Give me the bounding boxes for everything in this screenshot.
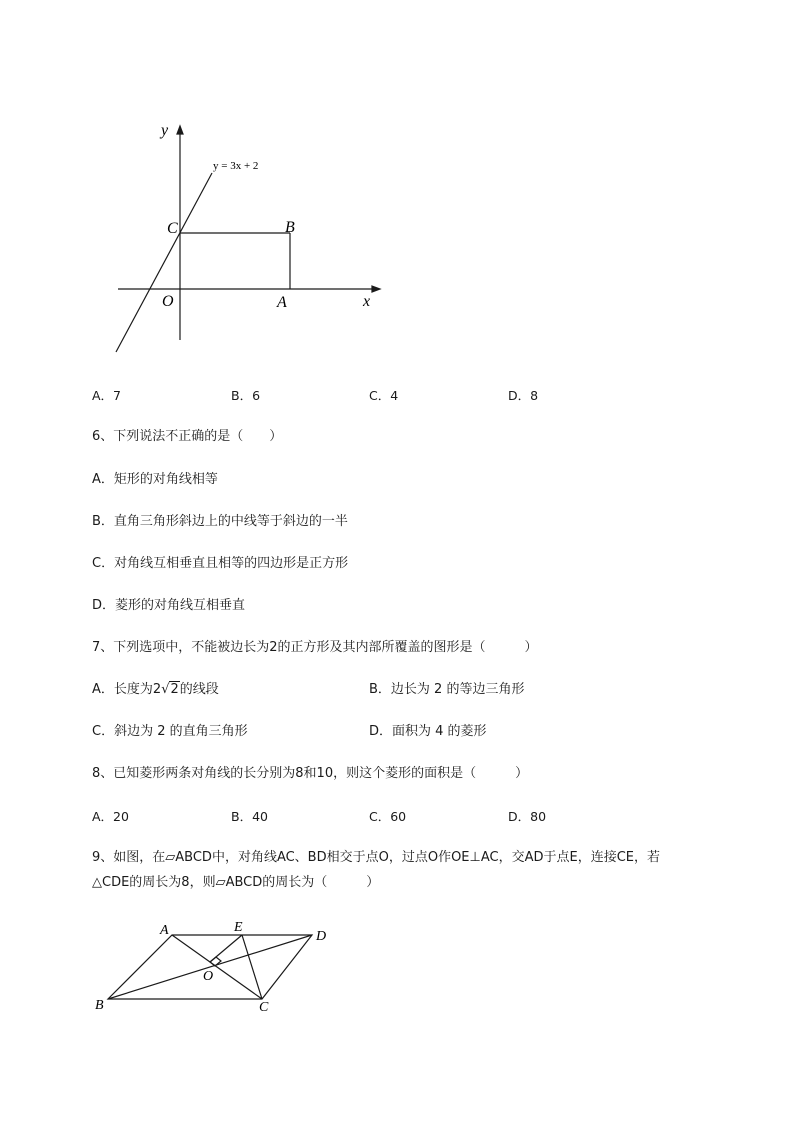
coordinate-figure — [100, 110, 390, 360]
q8-option-a: A．20 — [92, 809, 129, 824]
point-A-label: A — [160, 923, 169, 938]
y-axis-arrow — [177, 126, 183, 134]
q5-option-b: B．6 — [231, 388, 261, 403]
diagonal-BD — [108, 935, 312, 999]
point-B-label: B — [95, 998, 104, 1013]
q6-option-d: D．菱形的对角线互相垂直 — [92, 598, 246, 613]
point-E-label: E — [234, 920, 243, 935]
y-axis-label: y — [161, 122, 169, 139]
q7-option-d: D．面积为 4 的菱形 — [369, 724, 487, 739]
q7-stem: 7、下列选项中，不能被边长为2的正方形及其内部所覆盖的图形是（ ） — [92, 640, 538, 655]
q8-option-d: D．80 — [508, 809, 547, 824]
point-C-label: C — [167, 220, 178, 237]
x-axis-arrow — [372, 286, 380, 292]
line-y-3x-2 — [116, 173, 212, 352]
q6-option-a: A．矩形的对角线相等 — [92, 472, 218, 487]
q7-option-a-prefix: A．长度为 — [92, 682, 153, 697]
q7-option-a-coef: 2 — [152, 682, 162, 697]
segment-CE — [242, 935, 262, 999]
point-C-label: C — [259, 1000, 269, 1015]
point-A-label: A — [277, 294, 287, 311]
point-D-label: D — [316, 929, 327, 944]
x-axis-label: x — [363, 293, 371, 310]
q5-option-c: C．4 — [369, 388, 399, 403]
q7-option-a-suffix: 的线段 — [179, 682, 219, 697]
q8-stem: 8、已知菱形两条对角线的长分别为8和10，则这个菱形的面积是（ ） — [92, 766, 529, 781]
diagonal-AC — [172, 935, 262, 999]
q7-option-b: B．边长为 2 的等边三角形 — [369, 682, 525, 697]
q6-option-c: C．对角线互相垂直且相等的四边形是正方形 — [92, 556, 349, 571]
sqrt-symbol: √2 — [161, 682, 179, 697]
q9-stem-line1: 9、如图，在▱ABCD中，对角线AC、BD相交于点O，过点O作OE⊥AC，交AD于点E，连接CE，若 — [92, 850, 660, 865]
q7-option-a-radicand: 2 — [170, 682, 179, 697]
q9-stem-line2: △CDE的周长为8，则▱ABCD的周长为（ ） — [92, 875, 380, 890]
q5-option-d: D．8 — [508, 388, 539, 403]
q8-option-c: C．60 — [369, 809, 407, 824]
q7-option-c: C．斜边为 2 的直角三角形 — [92, 724, 248, 739]
parallelogram-figure — [90, 912, 350, 1022]
equation-label: y = 3x + 2 — [213, 160, 259, 172]
q5-option-a: A．7 — [92, 388, 122, 403]
q6-option-b: B．直角三角形斜边上的中线等于斜边的一半 — [92, 514, 348, 529]
q7-option-a — [92, 681, 219, 699]
point-O-label: O — [203, 969, 214, 984]
point-B-label: B — [285, 219, 295, 236]
q6-stem: 6、下列说法不正确的是（ ） — [92, 429, 283, 444]
q8-option-b: B．40 — [231, 809, 268, 824]
origin-O-label: O — [162, 293, 174, 310]
